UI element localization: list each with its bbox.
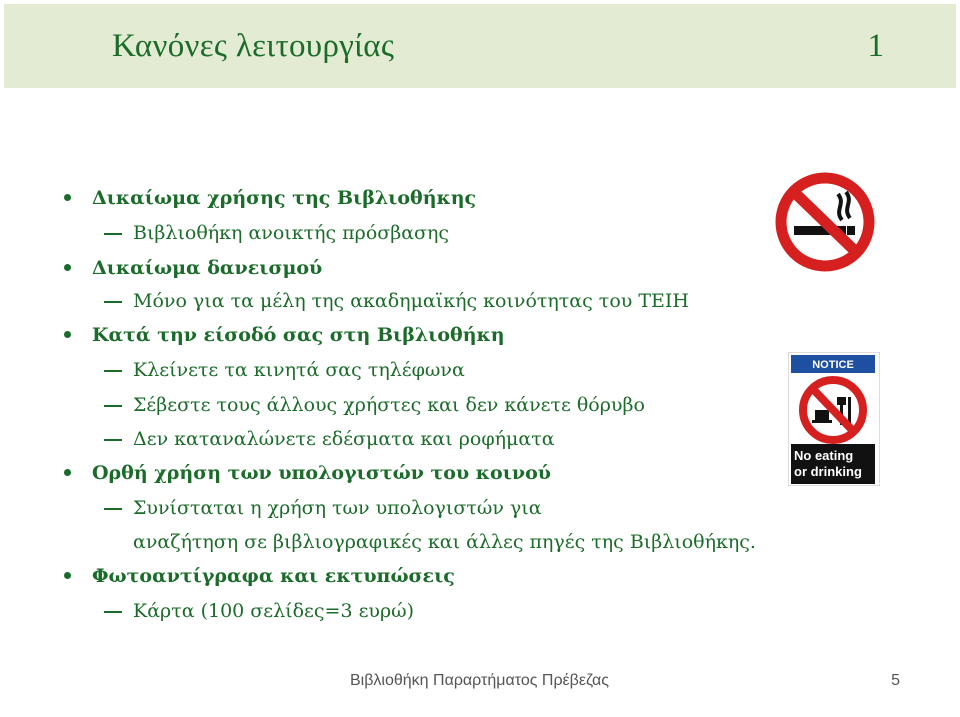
bullet-item: Φωτοαντίγραφα και εκτυπώσεις (92, 565, 455, 587)
sub-item: Μόνο για τα μέλη της ακαδημαϊκής κοινότητας του ΤΕΙΗ (133, 290, 689, 312)
bullet-icon (64, 572, 71, 579)
bullet-item: Κατά την είσοδό σας στη Βιβλιοθήκη (92, 324, 505, 346)
bullet-item: Δικαίωμα δανεισμού (92, 257, 323, 279)
sub-item: Βιβλιοθήκη ανοικτής πρόσβασης (133, 222, 450, 244)
bullet-item: Ορθή χρήση των υπολογιστών του κοινού (92, 462, 551, 484)
dash-icon (104, 439, 122, 441)
sub-item: Κάρτα (100 σελίδες=3 ευρώ) (133, 600, 415, 622)
bullet-icon (64, 331, 71, 338)
no-eating-sign-icon (788, 352, 880, 486)
dash-icon (104, 370, 122, 372)
dash-icon (104, 405, 122, 407)
sub-item: Σέβεστε τους άλλους χρήστες και δεν κάνετε θόρυβο (133, 394, 645, 416)
notice-line-1: No eating (794, 448, 854, 463)
sub-item: Δεν καταναλώνετε εδέσματα και ροφήματα (133, 428, 555, 450)
bullet-icon (64, 469, 71, 476)
notice-line-2: or drinking (794, 464, 862, 479)
sub-item-continuation: αναζήτηση σε βιβλιογραφικές και άλλες πηγές της Βιβλιοθήκης. (133, 531, 756, 553)
dash-icon (104, 233, 122, 235)
bullet-icon (64, 194, 71, 201)
dash-icon (104, 611, 122, 613)
dash-icon (104, 301, 122, 303)
footer-text: Βιβλιοθήκη Παραρτήματος Πρέβεζας (350, 672, 609, 689)
page-number: 5 (891, 672, 900, 689)
notice-header: NOTICE (812, 359, 854, 371)
no-smoking-sign-icon (772, 170, 878, 274)
title-number: 1 (867, 28, 884, 64)
dash-icon (104, 508, 122, 510)
bullet-icon (64, 264, 71, 271)
sub-item: Κλείνετε τα κινητά σας τηλέφωνα (133, 359, 465, 381)
sub-item: Συνίσταται η χρήση των υπολογιστών για (133, 497, 542, 519)
slide-title: Κανόνες λειτουργίας (112, 28, 395, 64)
bullet-item: Δικαίωμα χρήσης της Βιβλιοθήκης (92, 187, 477, 209)
